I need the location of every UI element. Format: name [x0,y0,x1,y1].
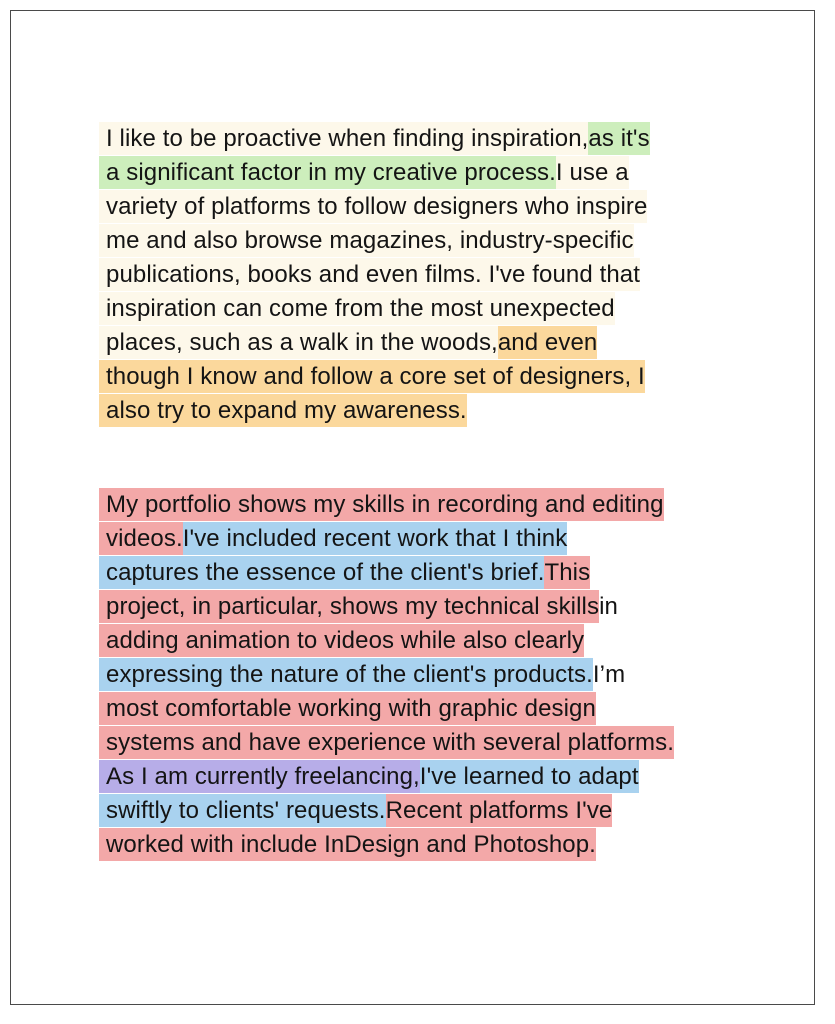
text-line [99,794,745,828]
text-line [99,624,745,658]
highlight-segment-blue: I've learned to adapt [420,760,639,793]
highlight-segment-blue: I've included recent work that I think [183,522,568,555]
highlight-segment-cream: me and also browse magazines, industry-specific [99,224,634,257]
paragraph-inspiration [99,122,745,428]
text-line [99,190,745,224]
text-line [99,360,745,394]
highlight-segment-orange: though I know and follow a core set of designers, I [99,360,645,393]
highlight-segment-red: most comfortable working with graphic design [99,692,596,725]
highlight-segment-red: Recent platforms I've [386,794,613,827]
text-line [99,488,745,522]
text-line [99,590,745,624]
text-line [99,522,745,556]
text-line [99,224,745,258]
highlight-segment-none: I’m [592,661,626,688]
highlight-segment-red: videos. [99,522,183,555]
highlight-segment-red: My portfolio shows my skills in recording and editing [99,488,664,521]
text-line [99,122,745,156]
text-line [99,258,745,292]
highlight-segment-blue: captures the essence of the client's brief. [99,556,544,589]
text-line [99,760,745,794]
highlight-segment-cream: places, such as a walk in the woods, [99,326,498,359]
highlight-segment-green: as it's [588,122,649,155]
highlight-segment-red: worked with include InDesign and Photoshop. [99,828,596,861]
text-line [99,556,745,590]
text-line [99,326,745,360]
highlight-segment-cream: variety of platforms to follow designers who inspire [99,190,647,223]
highlight-segment-orange: also try to expand my awareness. [99,394,467,427]
highlight-segment-red: systems and have experience with several platforms. [99,726,674,759]
highlight-segment-cream: inspiration can come from the most unexpected [99,292,615,325]
highlight-segment-purple: As I am currently freelancing, [99,760,420,793]
highlight-segment-blue: swiftly to clients' requests. [99,794,386,827]
text-line [99,394,745,428]
highlight-segment-cream: I use a [556,156,629,189]
highlight-segment-red: adding animation to videos while also clearly [99,624,584,657]
highlight-segment-green: a significant factor in my creative process. [99,156,556,189]
paragraph-portfolio [99,488,745,862]
highlight-segment-cream: publications, books and even films. I've found that [99,258,640,291]
text-line [99,828,745,862]
text-line [99,156,745,190]
highlight-segment-none: in [599,593,618,620]
text-line [99,692,745,726]
highlight-segment-red: project, in particular, shows my technical skills [99,590,599,623]
highlight-segment-cream: I like to be proactive when finding inspiration, [99,122,588,155]
text-line [99,292,745,326]
highlight-segment-orange: and even [498,326,598,359]
text-line [99,658,745,692]
text-line [99,726,745,760]
highlight-segment-red: This [544,556,590,589]
highlight-segment-blue: expressing the nature of the client's products. [99,658,593,691]
